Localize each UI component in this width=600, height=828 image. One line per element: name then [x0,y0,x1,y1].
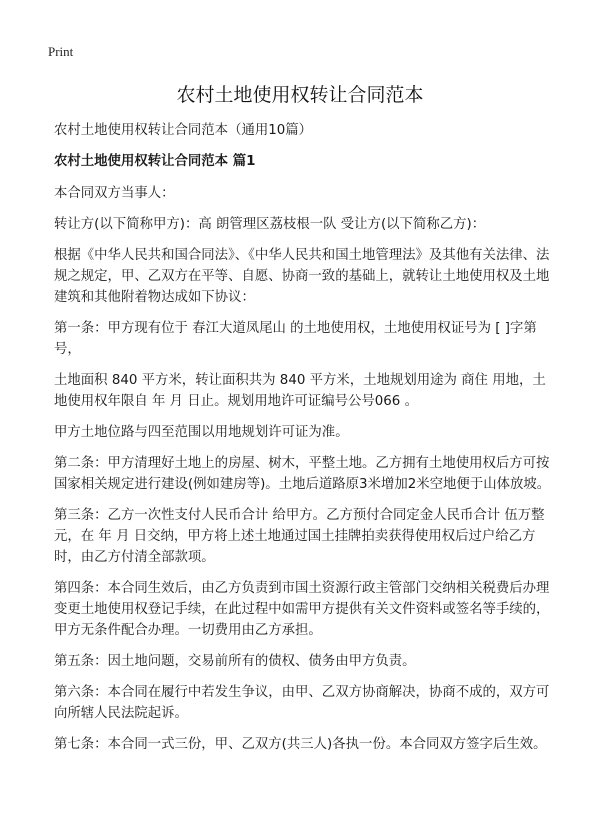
print-link[interactable]: Print [48,44,74,59]
paragraph-article-5: 第五条：因土地问题，交易前所有的债权、债务由甲方负责。 [54,654,416,669]
paragraph-transferor: 转让方(以下简称甲方)：高 朗管理区荔枝根一队 受让方(以下简称乙方)： [54,217,486,232]
paragraph-article-3: 第三条：乙方一次性支付人民币合计 给甲方。乙方预付合同定金人民币合计 伍万整 元，在 年 月 日交纳，甲方将上述土地通过国土挂牌拍卖获得使用权后过户给乙方时，由乙方付清全部款项。 [54,508,545,565]
paragraph-article-7: 第七条：本合同一式三份，甲、乙双方(共三人)各执一份。本合同双方签字后生效。 [54,737,547,752]
paragraph-article-6: 第六条：本合同在履行中若发生争议，由甲、乙双方协商解决，协商不成的，双方可向所辖人民法院起诉。 [54,685,550,721]
paragraph-article-4: 第四条：本合同生效后，由乙方负责到市国土资源行政主管部门交纳相关税费后办理变更土地使用权登记手续，在此过程中如需甲方提供有关文件资料或签名等手续的，甲方无条件配合办理。一切费用由乙方承担。 [54,581,550,638]
paragraph-land-area: 土地面积 840 平方米，转让面积共为 840 平方米，土地规划用途为 商住 用地，土地使用权年限自 年 月 日止。规划用地许可证编号公号066 。 [54,373,546,409]
document-title: 农村土地使用权转让合同范本 [176,84,424,106]
paragraph-legal-basis: 根据《中华人民共和国合同法》、《中华人民共和国土地管理法》及其他有关法律、法规之规定，甲、乙双方在平等、自愿、协商一致的基础上，就转让土地使用权及土地建筑和其他附着物达成如下协议： [54,248,550,305]
paragraph-parties: 本合同双方当事人： [54,186,175,201]
paragraph-article-2: 第二条：甲方清理好土地上的房屋、树木，平整土地。乙方拥有土地使用权后方可按国家相关规定进行建设(例如建房等)。土地后道路原3米增加2米空地便于山体放坡。 [54,456,551,492]
section-heading: 农村土地使用权转让合同范本 篇1 [54,154,256,169]
paragraph-article-1: 第一条：甲方现有位于 春江大道凤尾山 的土地使用权，土地使用权证号为 [ ]字第 号， [54,321,537,357]
document-body [54,120,552,765]
paragraph-boundaries: 甲方土地位路与四至范围以用地规划许可证为准。 [54,425,349,440]
document-subtitle: 农村土地使用权转让合同范本（通用10篇） [54,123,313,138]
